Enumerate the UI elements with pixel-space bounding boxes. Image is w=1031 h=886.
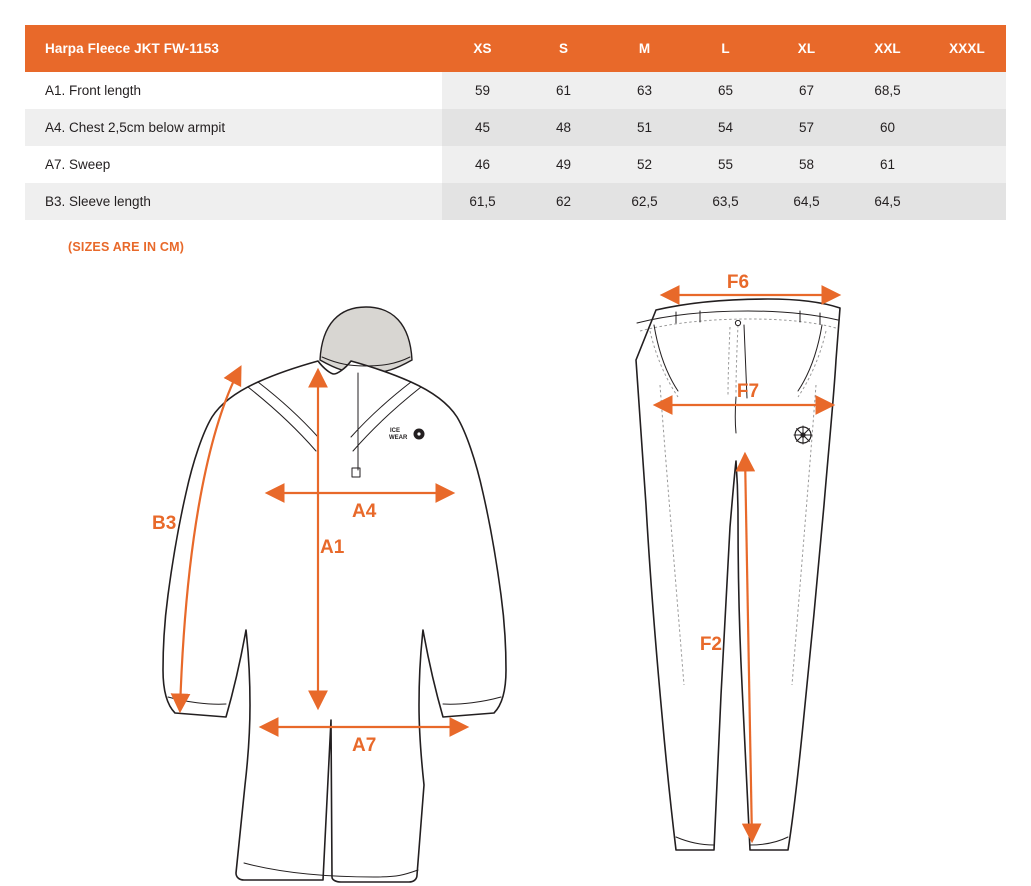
size-table <box>25 25 1006 220</box>
size-header-xxxl: XXXL <box>928 25 1006 72</box>
row-value: 62,5 <box>604 183 685 220</box>
row-value: 52 <box>604 146 685 183</box>
row-spacer <box>361 72 442 109</box>
table-header-row <box>25 25 1006 72</box>
measure-label-a4: A4 <box>352 501 377 522</box>
row-spacer <box>361 183 442 220</box>
size-header-l: L <box>685 25 766 72</box>
table-row <box>25 183 1006 220</box>
row-label: A4. Chest 2,5cm below armpit <box>25 109 361 146</box>
row-value <box>928 109 1006 146</box>
measure-label-f7: F7 <box>736 381 760 402</box>
measure-label-b3: B3 <box>152 513 177 534</box>
row-value: 46 <box>442 146 523 183</box>
table-row <box>25 146 1006 183</box>
size-header-xl: XL <box>766 25 847 72</box>
pants-illustration <box>636 272 840 850</box>
row-value: 63,5 <box>685 183 766 220</box>
size-header-xs: XS <box>442 25 523 72</box>
row-value: 64,5 <box>766 183 847 220</box>
size-header-xxl: XXL <box>847 25 928 72</box>
measure-label-a7: A7 <box>352 735 377 756</box>
row-value: 61 <box>847 146 928 183</box>
table-title: Harpa Fleece JKT FW-1153 <box>25 25 361 72</box>
row-value: 61,5 <box>442 183 523 220</box>
pants-logo <box>794 426 812 444</box>
table-row <box>25 72 1006 109</box>
row-value: 60 <box>847 109 928 146</box>
garment-diagrams <box>0 265 1031 885</box>
row-value: 57 <box>766 109 847 146</box>
row-value: 67 <box>766 72 847 109</box>
size-header-m: M <box>604 25 685 72</box>
measure-label-f6: F6 <box>726 272 750 293</box>
row-value: 64,5 <box>847 183 928 220</box>
row-value: 63 <box>604 72 685 109</box>
row-label: B3. Sleeve length <box>25 183 361 220</box>
row-value <box>928 146 1006 183</box>
row-value: 45 <box>442 109 523 146</box>
table-row <box>25 109 1006 146</box>
row-value: 58 <box>766 146 847 183</box>
row-value: 49 <box>523 146 604 183</box>
row-value: 59 <box>442 72 523 109</box>
row-value: 62 <box>523 183 604 220</box>
row-value: 65 <box>685 72 766 109</box>
row-spacer <box>361 109 442 146</box>
row-spacer <box>361 146 442 183</box>
jacket-illustration <box>152 307 506 882</box>
row-value: 61 <box>523 72 604 109</box>
row-value <box>928 72 1006 109</box>
row-value: 51 <box>604 109 685 146</box>
units-note: (SIZES ARE IN CM) <box>68 240 185 254</box>
measure-label-a1: A1 <box>320 537 345 558</box>
row-value: 54 <box>685 109 766 146</box>
measure-label-f2: F2 <box>699 634 722 655</box>
row-value: 68,5 <box>847 72 928 109</box>
size-header-s: S <box>523 25 604 72</box>
svg-text:ICE: ICE <box>390 428 401 434</box>
row-value: 55 <box>685 146 766 183</box>
row-value <box>928 183 1006 220</box>
row-label: A7. Sweep <box>25 146 361 183</box>
svg-text:WEAR: WEAR <box>389 435 408 441</box>
row-value: 48 <box>523 109 604 146</box>
row-label: A1. Front length <box>25 72 361 109</box>
header-spacer <box>361 25 442 72</box>
